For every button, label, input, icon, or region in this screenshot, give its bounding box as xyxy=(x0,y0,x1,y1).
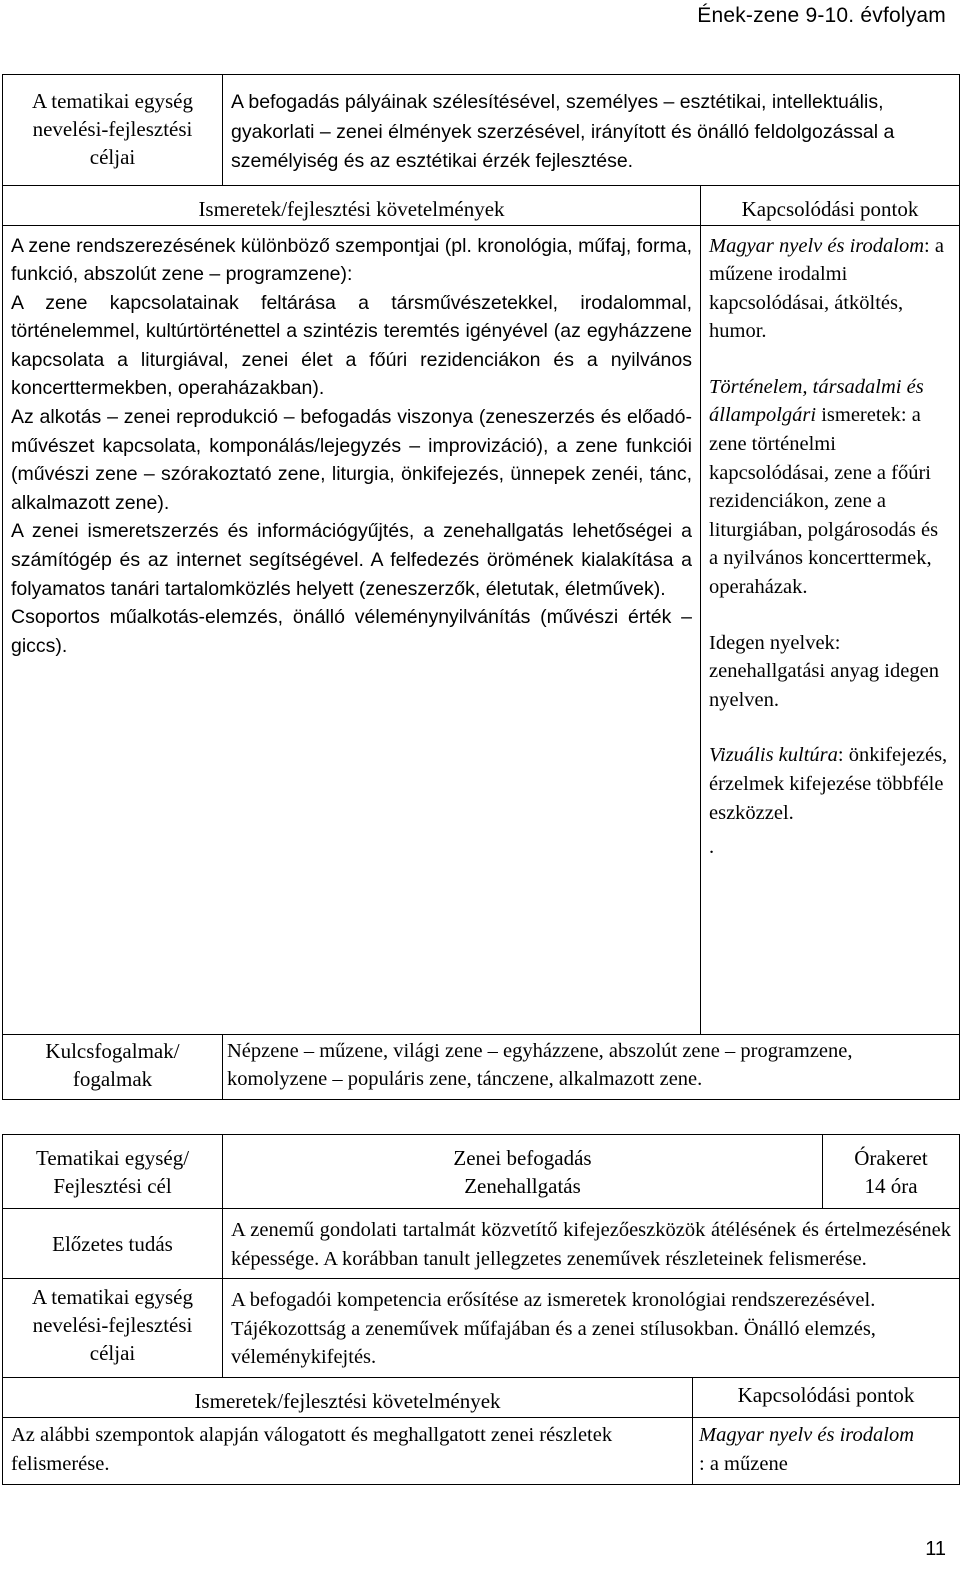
page-header-title: Ének-zene 9-10. évfolyam xyxy=(697,4,946,27)
hours-cell xyxy=(823,1135,960,1209)
connection-text: : önkifejezés, érzelmek kifejezése többféle eszközzel. xyxy=(709,744,948,824)
goal2-label-cell xyxy=(3,1279,223,1378)
hours-label: Órakeret xyxy=(854,1146,928,1170)
connections2-header xyxy=(693,1377,960,1417)
connection-text: : zenehallgatási anyag idegen nyelven. xyxy=(709,631,939,711)
trailing-dot: . xyxy=(709,836,715,859)
connections-header xyxy=(701,185,960,225)
connection-item xyxy=(709,373,951,602)
requirements2-header-text: Ismeretek/fejlesztési követelmények xyxy=(194,1388,501,1413)
goal2-label-line-1: A tematikai egység xyxy=(32,1285,193,1310)
requirements-paragraph: A zene rendszerezésének különböző szempontjai (pl. kronológia, műfaj, forma, funkció, abszolút zene – programzene): xyxy=(11,234,692,286)
goal-label-line-1: A tematikai egység xyxy=(32,89,193,113)
connection-item xyxy=(709,741,951,827)
goal-text-cell xyxy=(223,75,960,186)
connection-text: : a műzene irodalmi kapcsolódásai, átköltés, humor. xyxy=(709,234,944,343)
connection2-text: : a műzene xyxy=(699,1452,788,1475)
requirements-body xyxy=(3,225,701,1034)
requirements2-header xyxy=(3,1377,693,1417)
requirements-paragraph: Csoportos műalkotás-elemzés, önálló véleménynyilvánítás (művészi érték – giccs). xyxy=(11,606,692,657)
unit-label-cell xyxy=(3,1135,223,1209)
curriculum-table-2 xyxy=(2,1134,960,1485)
goal-label-line-2: nevelési-fejlesztési xyxy=(32,117,193,141)
prior-knowledge-text-cell xyxy=(223,1209,960,1279)
requirements-header xyxy=(3,185,701,225)
connections2-body xyxy=(693,1417,960,1484)
goal2-text-cell xyxy=(223,1279,960,1378)
goal2-label-line-2: nevelési-fejlesztési xyxy=(32,1313,193,1338)
requirements-header-text: Ismeretek/fejlesztési követelmények xyxy=(198,196,505,221)
connection-item xyxy=(709,629,951,715)
connection-subject: Idegen nyelvek xyxy=(709,631,835,654)
unit-label-line-2: Fejlesztési cél xyxy=(53,1174,172,1198)
requirements2-text: Az alábbi szempontok alapján válogatott és meghallgatott zenei részletek felismerése. xyxy=(11,1423,613,1475)
connections-body xyxy=(701,225,960,1034)
goal2-text: A befogadói kompetencia erősítése az ismeretek kronológiai rendszerezésével. Tájékozottság a zeneművek műfajában és a zenei stílusokban. Önálló elemzés, véleménykifejtés. xyxy=(231,1289,876,1369)
prior-knowledge-text: A zenemű gondolati tartalmát közvetítő kifejezőeszközök átélésének és értelmezésének képessége. A korábban tanult jellegzetes zeneművek részleteinek felismerése. xyxy=(231,1219,951,1270)
goal2-label-line-3: céljai xyxy=(89,1341,136,1366)
connection-subject: Történelem, társadalmi és állampolgári xyxy=(709,375,924,427)
key-concepts-label-line-1: Kulcsfogalmak/ xyxy=(45,1038,180,1063)
goal-label-cell xyxy=(3,75,223,186)
key-concepts-text: Népzene – műzene, világi zene – egyházzene, abszolút zene – programzene, komolyzene – populáris zene, tánczene, alkalmazott zene. xyxy=(227,1039,853,1091)
unit-label-line-1: Tematikai egység/ xyxy=(35,1146,190,1170)
page-number: 11 xyxy=(925,1538,946,1560)
prior-knowledge-label-cell xyxy=(3,1209,223,1279)
curriculum-table-1 xyxy=(2,74,960,1100)
requirements-paragraph: A zene kapcsolatainak feltárása a társművészetekkel, irodalommal, történelemmel, kultúrtörténettel a szintézis teremtés igényével (az egyházzene kapcsolata a liturgiával, zenei élet a főúri rezidenciákon és a nyilvános koncerttermekben, operaházakban). xyxy=(11,291,692,400)
key-concepts-text-cell xyxy=(223,1034,960,1099)
requirements2-body xyxy=(3,1417,693,1484)
connection-text: ismeretek: a zene történelmi kapcsolódásai, zene a főúri rezidenciákon, zene a liturgiában, polgárosodás és a nyilvános koncerttermek, operaházak. xyxy=(709,404,939,599)
connections2-header-text: Kapcsolódási pontok xyxy=(737,1382,915,1407)
connection-subject: Vizuális kultúra xyxy=(709,744,838,767)
connection-item xyxy=(709,232,951,346)
connections-header-text: Kapcsolódási pontok xyxy=(741,196,919,221)
goal-text: A befogadás pályáinak szélesítésével, személyes – esztétikai, intellektuális, gyakorlati – zenei élmények szerzésével, irányított és önálló feldolgozással a személyiség és az esztétikai érzék fejlesztése. xyxy=(231,91,895,172)
connection-subject: Magyar nyelv és irodalom xyxy=(709,234,925,257)
key-concepts-label-cell xyxy=(3,1034,223,1099)
unit-title-line-2: Zenehallgatás xyxy=(464,1174,581,1198)
requirements-paragraph: A zenei ismeretszerzés és információgyűjtés, a zenehallgatás lehetőségei a számítógép és az internet segítségével. A felfedezés örömének kialakítása a folyamatos tanári tartalomközlés helyett (zeneszerzők, életutak, életművek). xyxy=(11,520,692,600)
requirements-paragraph: Az alkotás – zenei reprodukció – befogadás viszonya (zeneszerzés és előadó-művészet kapcsolata, komponálás/lejegyzés – improvizáció), a zene funkciói (művészi zene – szórakoztató zene, liturgia, önkifejezés, ünnepek zenéi, tánc, alkalmazott zene). xyxy=(11,406,692,514)
prior-knowledge-label: Előzetes tudás xyxy=(52,1231,173,1256)
unit-title-cell xyxy=(223,1135,823,1209)
key-concepts-label-line-2: fogalmak xyxy=(72,1066,153,1091)
hours-value: 14 óra xyxy=(864,1174,918,1198)
goal-label-line-3: céljai xyxy=(89,145,136,169)
unit-title-line-1: Zenei befogadás xyxy=(453,1146,592,1170)
connection2-subject: Magyar nyelv és irodalom xyxy=(699,1423,915,1446)
